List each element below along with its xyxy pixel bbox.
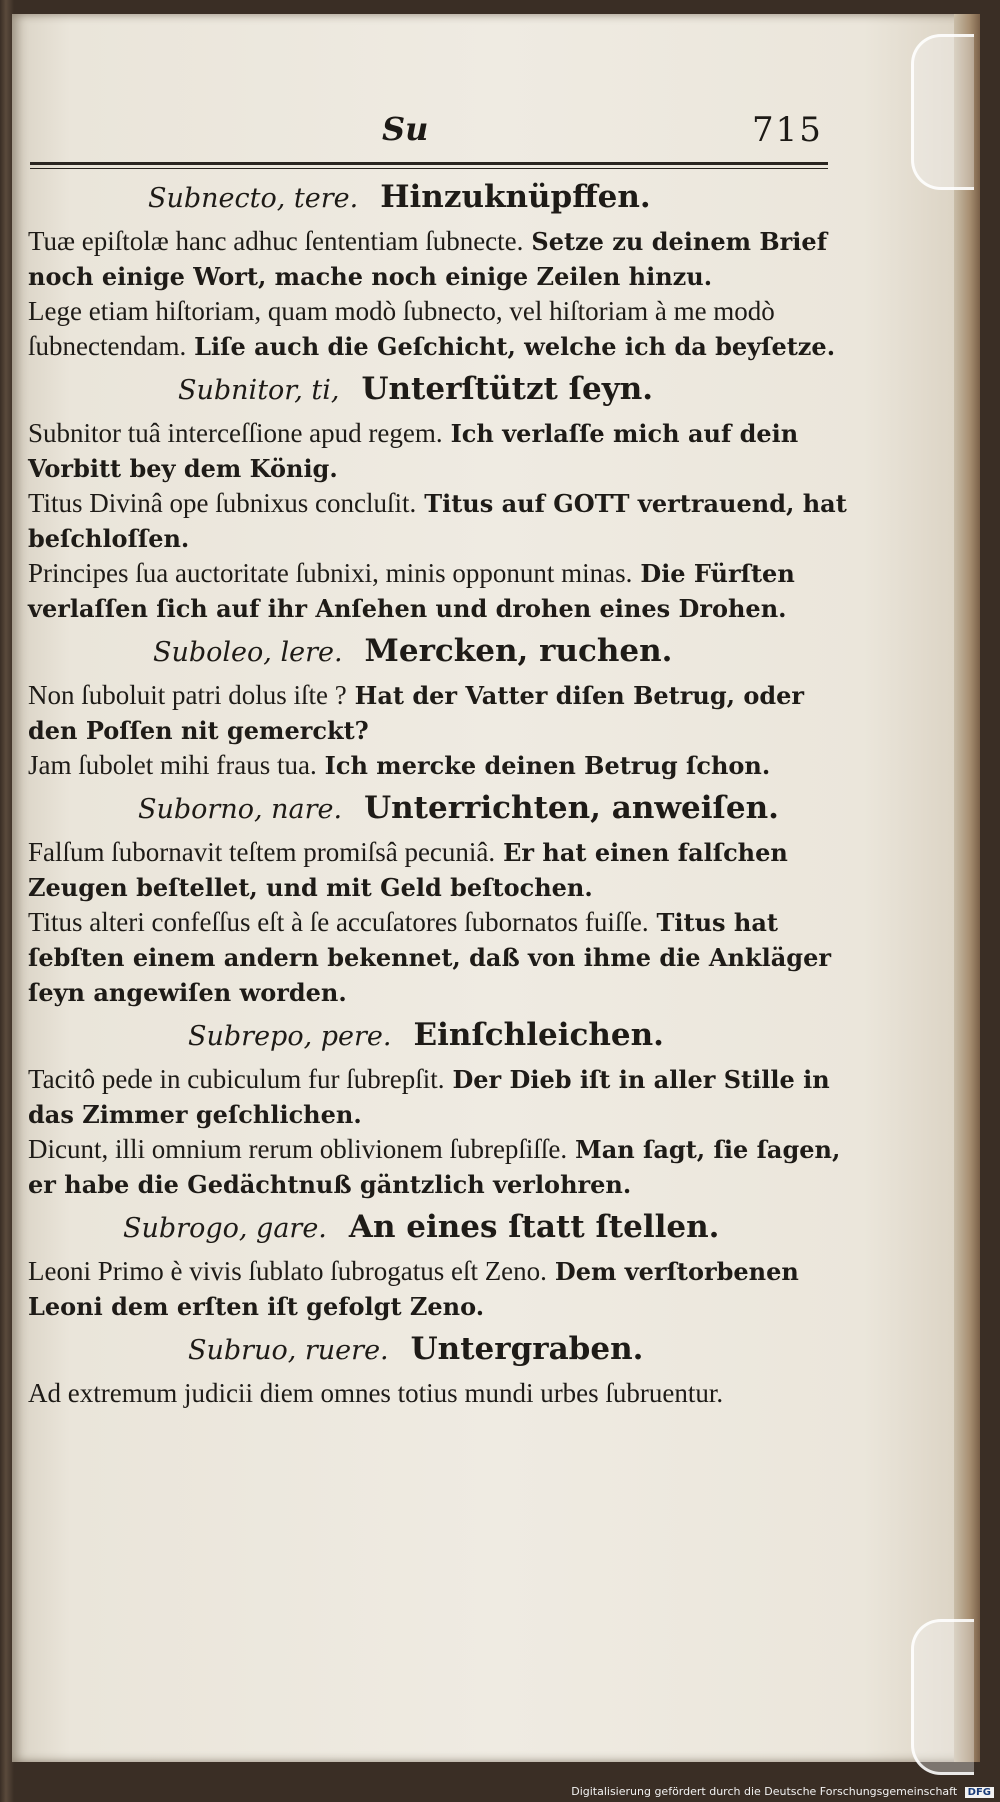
dictionary-entry — [28, 1010, 858, 1202]
example-latin: Leoni Primo è vivis ſublato ſubrogatus eſt Zeno. — [28, 1256, 547, 1286]
example-german: Titus hat ſebſten einem andern bekennet, daß von ihme die Ankläger ſeyn angewiſen worden. — [28, 908, 831, 1007]
page-edge — [954, 14, 980, 1762]
dfg-logo: DFG — [965, 1787, 994, 1798]
example-latin: Tacitô pede in cubiculum fur ſubrepſit. — [28, 1064, 445, 1094]
example-german: Ich verlaſſe mich auf dein Vorbitt bey dem König. — [28, 419, 799, 483]
dictionary-entry — [28, 626, 858, 783]
running-head: Su — [382, 110, 429, 148]
headword-german: Mercken, ruchen. — [364, 633, 673, 669]
example-sentence — [28, 1132, 858, 1202]
headword-latin: Suborno, nare. — [138, 794, 343, 825]
example-latin: Subnitor tuâ interceſſione apud regem. — [28, 418, 443, 448]
example-sentence — [28, 294, 858, 364]
headword-latin: Subrepo, pere. — [188, 1021, 392, 1052]
digitization-credit — [571, 1785, 994, 1798]
example-german: Titus auf GOTT vertrauend, hat beſchloſſen. — [28, 489, 847, 553]
example-sentence — [28, 835, 858, 905]
example-german: Dem verſtorbenen Leoni dem erſten iſt gefolgt Zeno. — [28, 1257, 799, 1321]
headword-latin: Subnecto, tere. — [148, 183, 359, 214]
example-sentence — [28, 905, 858, 1010]
example-sentence — [28, 678, 858, 748]
headword — [28, 783, 858, 835]
example-sentence — [28, 486, 858, 556]
example-german: Liſe auch die Geſchicht, welche ich da beyſetze. — [194, 332, 836, 361]
headword — [28, 1010, 858, 1062]
example-sentence — [28, 1062, 858, 1132]
header-rule — [30, 162, 828, 165]
headword-german: Untergraben. — [410, 1331, 644, 1367]
headword-german: An eines ſtatt ſtellen. — [348, 1209, 720, 1245]
page-clip-bottom — [911, 1619, 974, 1775]
example-latin: Non ſuboluit patri dolus iſte ? — [28, 680, 347, 710]
example-german: Man ſagt, ſie ſagen, er habe die Gedächtnuß gäntzlich verlohren. — [28, 1135, 841, 1199]
example-latin: Titus Divinâ ope ſubnixus concluſit. — [28, 488, 417, 518]
headword-german: Unterrichten, anweiſen. — [364, 790, 779, 826]
example-german: Hat der Vatter diſen Betrug, oder den Poſſen nit gemerckt? — [28, 681, 805, 745]
page-number: 715 — [752, 110, 823, 150]
example-sentence — [28, 748, 858, 783]
headword — [28, 1324, 858, 1376]
dictionary-entry — [28, 364, 858, 626]
example-latin: Tuæ epiſtolæ hanc adhuc ſententiam ſubnecte. — [28, 226, 524, 256]
example-german: Die Fürſten verlaſſen ſich auf ihr Anſehen und drohen eines Drohen. — [28, 559, 795, 623]
example-latin: Jam ſubolet mihi fraus tua. — [28, 750, 317, 780]
credit-text: Digitalisierung gefördert durch die Deutsche Forschungsgemeinschaft — [571, 1785, 958, 1798]
headword — [28, 172, 858, 224]
dictionary-entries — [28, 172, 858, 1411]
example-latin: Falſum ſubornavit teſtem promiſsâ pecuniâ. — [28, 837, 496, 867]
page-header — [12, 110, 980, 160]
example-latin: Ad extremum judicii diem omnes totius mundi urbes ſubruentur. — [28, 1378, 724, 1408]
example-sentence — [28, 416, 858, 486]
headword — [28, 1202, 858, 1254]
example-german: Er hat einen falſchen Zeugen beſtellet, und mit Geld beſtochen. — [28, 838, 788, 902]
example-latin: Principes ſua auctoritate ſubnixi, minis opponunt minas. — [28, 558, 633, 588]
headword — [28, 626, 858, 678]
book-page — [12, 14, 980, 1762]
dictionary-entry — [28, 1202, 858, 1324]
example-sentence — [28, 556, 858, 626]
headword-latin: Subruo, ruere. — [188, 1335, 389, 1366]
dictionary-entry — [28, 783, 858, 1010]
example-german: Der Dieb iſt in aller Stille in das Zimmer geſchlichen. — [28, 1065, 830, 1129]
headword-latin: Subnitor, ti, — [178, 375, 340, 406]
example-sentence — [28, 1254, 858, 1324]
example-latin: Lege etiam hiſtoriam, quam modò ſubnecto, vel hiſtoriam à me modò ſubnectendam. — [28, 296, 775, 361]
example-sentence — [28, 1376, 858, 1411]
headword-german: Einſchleichen. — [413, 1017, 664, 1053]
example-sentence — [28, 224, 858, 294]
example-german: Setze zu deinem Brief noch einige Wort, mache noch einige Zeilen hinzu. — [28, 227, 828, 291]
header-rule-thin — [30, 168, 828, 169]
headword — [28, 364, 858, 416]
example-latin: Dicunt, illi omnium rerum oblivionem ſubrepſiſſe. — [28, 1134, 568, 1164]
headword-german: Unterſtützt ſeyn. — [361, 371, 654, 407]
example-german: Ich mercke deinen Betrug ſchon. — [324, 751, 771, 780]
headword-latin: Subrogo, gare. — [123, 1213, 327, 1244]
dictionary-entry — [28, 1324, 858, 1411]
dictionary-entry — [28, 172, 858, 364]
example-latin: Titus alteri confeſſus eſt à ſe accuſatores ſubornatos fuiſſe. — [28, 907, 649, 937]
headword-latin: Suboleo, lere. — [153, 637, 343, 668]
headword-german: Hinzuknüpffen. — [380, 179, 651, 215]
